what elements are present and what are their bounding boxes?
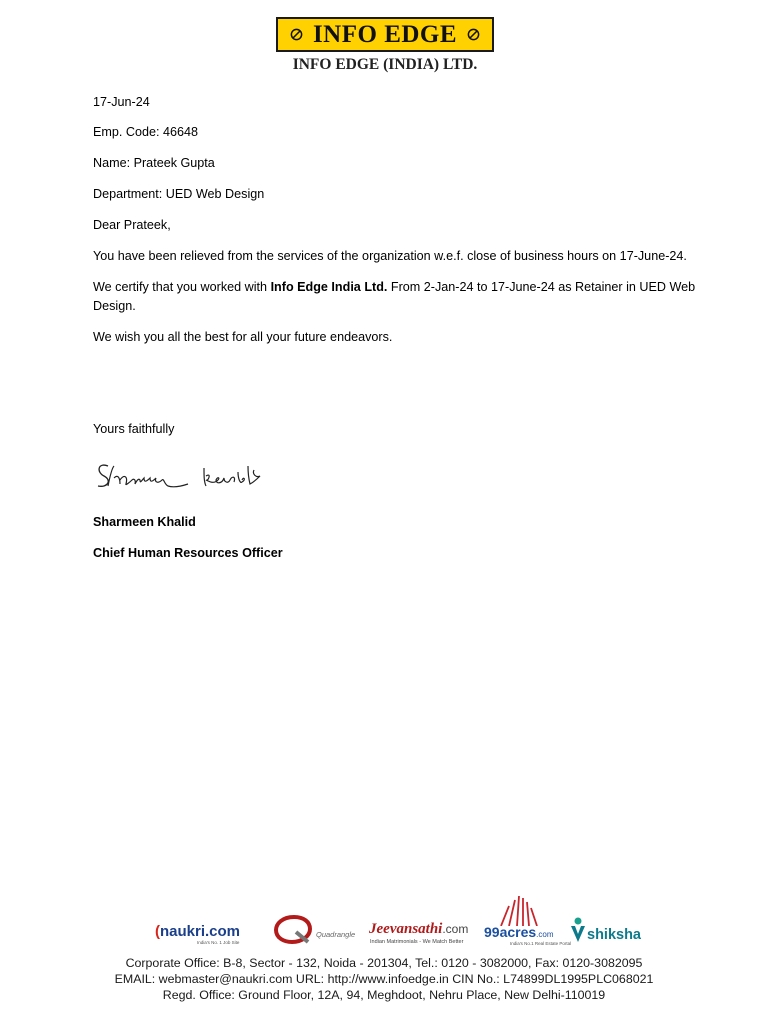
signatory-name: Sharmeen Khalid: [93, 515, 196, 529]
jeevansathi-tagline: Indian Matrimonials - We Match Better: [370, 939, 464, 945]
relieving-paragraph: You have been relieved from the services of the organization w.e.f. close of business hours on 17-June-24.: [93, 249, 687, 263]
logo-text: INFO EDGE: [312, 20, 458, 48]
company-logo: [276, 17, 494, 52]
naukri-tagline: India's No. 1 Job Site: [197, 940, 240, 945]
99acres-buildings-icon: [495, 896, 545, 926]
99acres-tagline: India's No.1 Real Estate Portal: [510, 941, 572, 946]
registered-office-line: Regd. Office: Ground Floor, 12A, 94, Meghdoot, Nehru Place, New Delhi-110019: [162, 988, 606, 1002]
jeevansathi-com: .com: [442, 922, 469, 936]
employment-prefix: We certify that you worked with: [93, 280, 271, 294]
employee-code: Emp. Code: 46648: [93, 125, 199, 139]
jeevansathi-logo: [369, 921, 468, 938]
footer-brand-logos: [150, 896, 640, 948]
signatory-title: Chief Human Resources Officer: [93, 546, 283, 560]
logo-left-mark-icon: [290, 28, 303, 41]
quadrangle-logo-icon: [274, 914, 314, 944]
signature-image: [94, 458, 269, 494]
99acres-com: .com: [536, 930, 554, 939]
letter-date: 17-Jun-24: [93, 95, 150, 109]
shiksha-text: shiksha: [587, 927, 641, 943]
naukri-logo: (naukri.com: [155, 923, 241, 940]
logo-right-mark-icon: [467, 28, 480, 41]
email-url-cin-line: EMAIL: webmaster@naukri.com URL: http://www.infoedge.in CIN No.: L74899DL1995PLC068021: [114, 972, 654, 986]
employment-suffix: From 2-Jan-24 to 17-June-24 as Retainer in UED Web Design.: [93, 280, 696, 313]
99acres-logo: [484, 924, 554, 940]
closing: Yours faithfully: [93, 422, 175, 436]
jeevansathi-text: Jeevansathi: [369, 921, 443, 937]
employee-department: Department: UED Web Design: [93, 187, 265, 201]
company-name: INFO EDGE (INDIA) LTD.: [292, 56, 478, 73]
wishes-paragraph: We wish you all the best for all your future endeavors.: [93, 330, 393, 344]
employment-paragraph: [93, 278, 723, 316]
employee-name: Name: Prateek Gupta: [93, 156, 215, 170]
corporate-office-line: Corporate Office: B-8, Sector - 132, Noida - 201304, Tel.: 0120 - 3082000, Fax: 0120-3082095: [125, 956, 643, 970]
naukri-text: naukri.com: [160, 923, 241, 940]
salutation: Dear Prateek,: [93, 218, 171, 232]
99acres-text: 99acres: [484, 924, 537, 940]
company-mention: Info Edge India Ltd.: [270, 280, 388, 294]
quadrangle-text: Quadrangle: [316, 930, 356, 939]
shiksha-logo-icon: [570, 916, 586, 944]
